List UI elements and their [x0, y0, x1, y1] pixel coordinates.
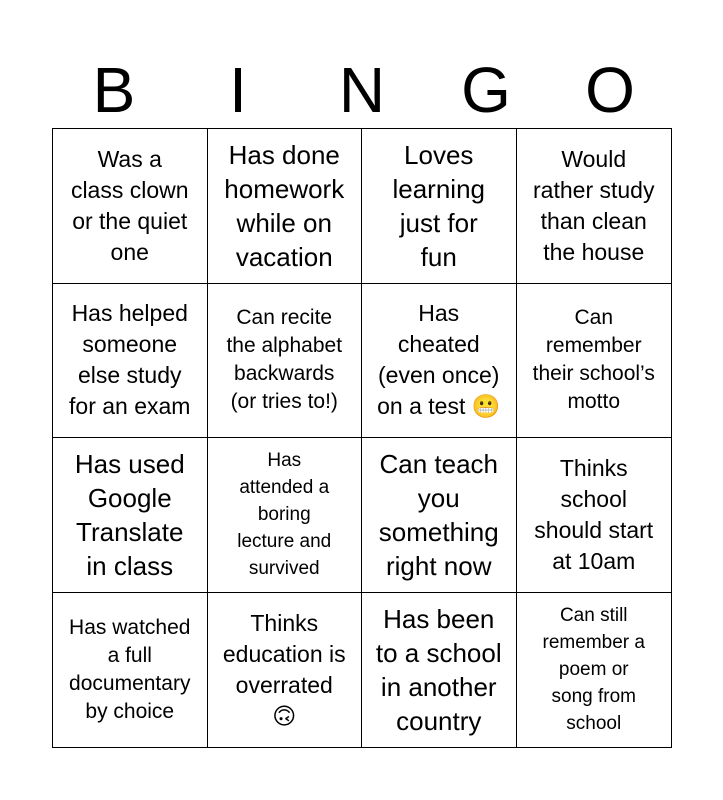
bingo-cell-text: Can still remember a poem or song from school — [542, 605, 645, 735]
bingo-cell-13[interactable] — [53, 593, 208, 748]
bingo-cell-text: Has cheated (even once) on a test 😬 — [377, 300, 501, 420]
bingo-cell-6[interactable] — [208, 284, 363, 439]
bingo-cell-14[interactable] — [208, 593, 363, 748]
bingo-cell-text: Has used Google Translate in class — [74, 448, 185, 581]
bingo-cell-text: Thinks education is overrated 🙃 — [222, 609, 346, 729]
header-letter-n: N — [338, 54, 386, 126]
header-letter-i: I — [229, 54, 247, 126]
bingo-cell-text: Can teach you something right now — [378, 448, 499, 581]
bingo-cell-4[interactable] — [517, 129, 672, 284]
bingo-cell-7[interactable] — [362, 284, 517, 439]
header-letter-o: O — [585, 54, 635, 126]
bingo-cell-text: Was a class clown or the quiet one — [70, 145, 189, 265]
bingo-cell-text: Has watched a full documentary by choice — [69, 615, 191, 723]
bingo-cell-text: Loves learning just for fun — [392, 139, 485, 272]
bingo-cell-text: Can recite the alphabet backwards (or tries to!) — [226, 306, 343, 414]
bingo-cell-text: Has done homework while on vacation — [224, 139, 345, 272]
bingo-cell-text: Can remember their school’s motto — [532, 306, 655, 414]
bingo-cell-2[interactable] — [208, 129, 363, 284]
bingo-cell-text: Has been to a school in another country — [375, 603, 502, 736]
bingo-cell-16[interactable] — [517, 593, 672, 748]
bingo-cell-5[interactable] — [53, 284, 208, 439]
bingo-cell-9[interactable] — [53, 438, 208, 593]
header-letter-g: G — [461, 54, 511, 126]
bingo-cell-10[interactable] — [208, 438, 363, 593]
bingo-cell-8[interactable] — [517, 284, 672, 439]
header-letter-b: B — [92, 54, 136, 126]
bingo-cell-11[interactable] — [362, 438, 517, 593]
bingo-board — [52, 128, 672, 748]
bingo-cell-text: Has helped someone else study for an exam — [69, 300, 191, 420]
bingo-cell-text: Would rather study than clean the house — [533, 145, 655, 265]
bingo-cell-1[interactable] — [53, 129, 208, 284]
bingo-cell-text: Thinks school should start at 10am — [534, 454, 654, 574]
bingo-cell-12[interactable] — [517, 438, 672, 593]
bingo-cell-text: Has attended a boring lecture and survived — [237, 450, 332, 580]
bingo-cell-15[interactable] — [362, 593, 517, 748]
bingo-cell-3[interactable] — [362, 129, 517, 284]
bingo-header — [52, 52, 672, 128]
